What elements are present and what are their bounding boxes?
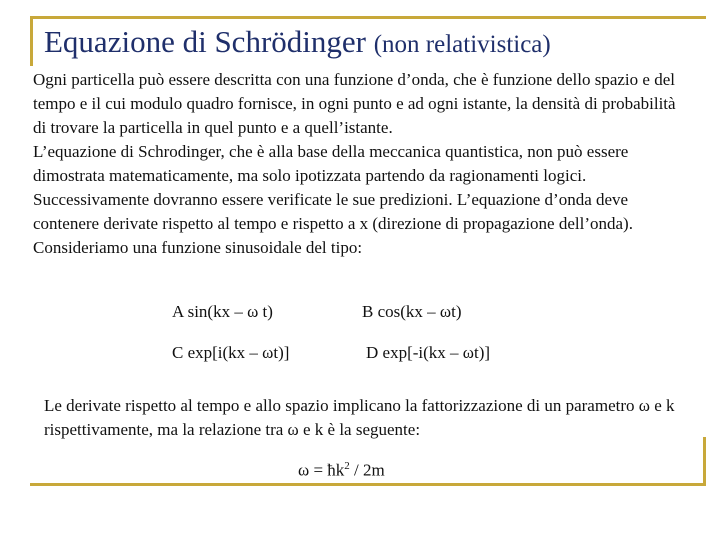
dispersion-relation xyxy=(298,454,385,483)
title-main: Equazione di Schrödinger xyxy=(44,24,366,59)
function-a: A sin(kx – ω t) xyxy=(172,302,273,321)
function-b: B cos(kx – ωt) xyxy=(362,302,462,321)
frame-top-border xyxy=(30,16,706,19)
relation-exponent: 2 xyxy=(344,460,350,472)
conclusion-text: Le derivate rispetto al tempo e allo spazio implicano la fattorizzazione di un parametro ω e k rispettivamente, ma la relazione tra ω e k è la seguente: xyxy=(44,396,675,439)
body-text xyxy=(33,68,693,260)
relation-rhs: / 2m xyxy=(349,460,385,480)
relation-lhs: ω = ħk xyxy=(298,460,345,480)
paragraph-wavefunction: Ogni particella può essere descritta con una funzione d’onda, che è funzione dello spazio e del tempo e il cui modulo quadro fornisce, in ogni punto e ad ogni istante, la densità di probabilità di trovare la particella in quel punto e a quell’istante. xyxy=(33,70,676,137)
slide-title xyxy=(44,22,694,65)
function-c: C exp[i(kx – ωt)] xyxy=(172,343,290,362)
frame-bottom-border xyxy=(30,483,706,486)
function-d: D exp[-i(kx – ωt)] xyxy=(366,343,491,362)
title-subtitle: (non relativistica) xyxy=(373,31,551,58)
frame-right-border xyxy=(703,437,706,486)
paragraph-schrodinger: L’equazione di Schrodinger, che è alla base della meccanica quantistica, non può essere dimostrata matematicamente, ma solo ipotizzata partendo da ragionamenti logici. Successivamente dovranno essere verificate le sue predizioni. L’equazione d’onda deve contenere derivate rispetto al tempo e rispetto a x (direzione di propagazione dell’onda). Consideriamo una funzione sinusoidale del tipo: xyxy=(33,142,633,257)
frame-left-border xyxy=(30,16,33,66)
